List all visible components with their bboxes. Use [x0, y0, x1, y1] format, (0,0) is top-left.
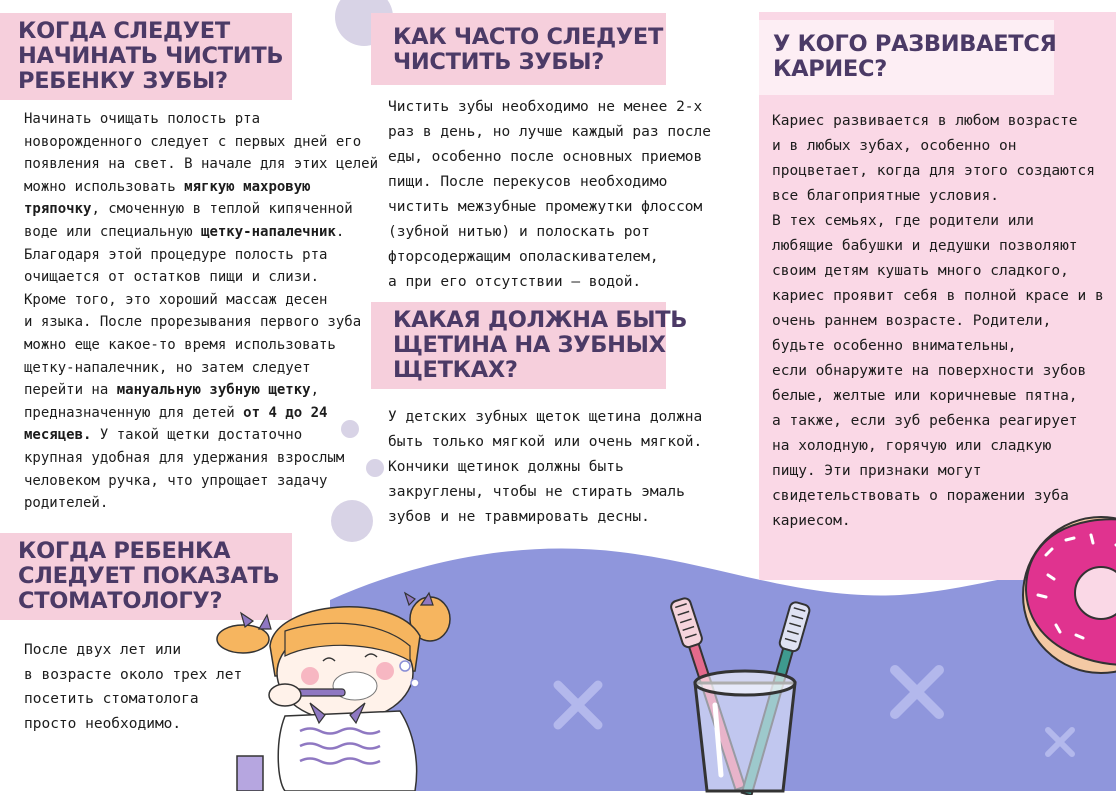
text-run: новорожденного следует с первых дней его: [24, 133, 362, 150]
section3-text-line: еды, особенно после основных приемов: [388, 149, 703, 165]
cross-decoration-icon: [548, 675, 608, 735]
section5-text-line: если обнаружите на поверхности зубов: [772, 363, 1087, 379]
section1-text-line: [24, 176, 378, 199]
section5-text: [772, 109, 1104, 534]
section2-text-line: в возрасте около трех лет: [24, 666, 243, 683]
text-run: человеком ручка, что упрощает задачу: [24, 472, 328, 489]
section1-text-line: [24, 402, 378, 425]
section3-text: [388, 95, 711, 295]
section1-heading: [0, 13, 292, 100]
section1-text-line: [24, 492, 378, 515]
section5-text-line: свидетельствовать о поражении зуба: [772, 488, 1069, 504]
bold-text: от 4 до 24: [243, 404, 328, 421]
text-run: щетку-напалечник, но затем следует: [24, 359, 311, 376]
section5-text-line: кариесом.: [772, 513, 851, 529]
section5-text-line: все благоприятные условия.: [772, 188, 999, 204]
section4-heading-line: ЩЕТКАХ?: [393, 357, 518, 383]
section3-text-line: раз в день, но лучше каждый раз после: [388, 124, 712, 140]
section5-text-line: процветает, когда для этого создаются: [772, 163, 1096, 179]
section1-heading-line: РЕБЕНКУ ЗУБЫ?: [18, 68, 228, 94]
section4-heading-line: ЩЕТИНА НА ЗУБНЫХ: [393, 332, 666, 358]
section4-text-line: зубов и не травмировать десны.: [388, 509, 650, 525]
section1-text-line: [24, 131, 378, 154]
cross-decoration-icon: [1040, 722, 1080, 762]
text-run: предназначенную для детей: [24, 404, 244, 421]
text-run: и языка. После прорезывания первого зуба: [24, 314, 362, 331]
section1-text-line: [24, 447, 378, 470]
section4-text-line: У детских зубных щеток щетина должна: [388, 409, 703, 425]
section5-text-line: а также, если зуб ребенка реагирует: [772, 413, 1078, 429]
section5-text-line: на холодную, горячую или сладкую: [772, 438, 1052, 454]
section1-text-line: [24, 198, 378, 221]
section1-text-line: [24, 108, 378, 131]
section4-text-line: быть только мягкой или очень мягкой.: [388, 434, 703, 450]
section5-text-line: белые, желтые или коричневые пятна,: [772, 388, 1078, 404]
section3-text-line: чистить межзубные промежутки флоссом: [388, 199, 703, 215]
section1-text-line: [24, 379, 378, 402]
section3-text-line: Чистить зубы необходимо не менее 2-х: [388, 99, 703, 115]
bold-text: мануальную зубную щетку: [116, 382, 311, 399]
section4-heading: [371, 302, 688, 389]
section5-heading: [759, 20, 1057, 95]
section1-text-line: [24, 244, 378, 267]
section5-text-line: очень раннем возрасте. Родители,: [772, 313, 1052, 329]
section5-heading-line: КАРИЕС?: [773, 56, 887, 82]
bold-text: тряпочку: [24, 201, 92, 218]
bold-text: месяцев.: [24, 427, 92, 444]
section1-text-line: [24, 266, 378, 289]
toothbrushes-in-glass-illustration: [655, 595, 835, 795]
section4-text-line: закруглены, чтобы не стирать эмаль: [388, 484, 685, 500]
section3-text-line: (зубной нитью) и полоскать рот: [388, 224, 650, 240]
section2-text-line: просто необходимо.: [24, 715, 182, 732]
section2-heading-line: КОГДА РЕБЕНКА: [18, 538, 231, 564]
section4-text-line: Кончики щетинок должны быть: [388, 459, 624, 475]
section1-text-line: [24, 221, 378, 244]
text-run: перейти на: [24, 382, 117, 399]
donut-illustration: [1016, 515, 1116, 685]
section5-text-line: своим детям кушать много сладкого,: [772, 263, 1069, 279]
section3-heading-line: КАК ЧАСТО СЛЕДУЕТ: [393, 24, 664, 50]
text-run: крупная удобная для удержания взрослым: [24, 449, 345, 466]
section2-text-line: посетить стоматолога: [24, 691, 199, 707]
text-run: воде или специальную: [24, 223, 202, 240]
section3-heading-line: ЧИСТИТЬ ЗУБЫ?: [393, 49, 604, 75]
text-run: очищается от остатков пищи и слизи.: [24, 269, 320, 286]
section1-heading-line: КОГДА СЛЕДУЕТ: [18, 18, 230, 44]
section3-heading: [371, 13, 666, 85]
text-run: ,: [310, 382, 320, 399]
text-run: можно использовать: [24, 178, 185, 195]
section2-heading-line: СТОМАТОЛОГУ?: [18, 588, 223, 614]
text-run: родителей.: [24, 495, 109, 512]
text-run: У такой щетки достаточно: [91, 427, 303, 444]
section1-text-line: [24, 289, 378, 312]
bold-text: мягкую махровую: [184, 178, 311, 195]
text-run: можно еще какое-то время использовать: [24, 336, 336, 353]
section1-text-line: [24, 153, 378, 176]
section3-text-line: фторсодержащим ополаскивателем,: [388, 249, 659, 265]
section1-heading-line: НАЧИНАТЬ ЧИСТИТЬ: [18, 43, 284, 69]
section4-heading-line: КАКАЯ ДОЛЖНА БЫТЬ: [393, 307, 688, 333]
section5-text-line: кариес проявит себя в полной красе и в: [772, 288, 1104, 304]
girl-brushing-teeth-illustration: [215, 591, 455, 791]
section2-text: [24, 638, 242, 736]
section5-heading-line: У КОГО РАЗВИВАЕТСЯ: [773, 31, 1057, 57]
section2-heading-line: СЛЕДУЕТ ПОКАЗАТЬ: [18, 563, 280, 589]
section1-text: [24, 108, 378, 515]
section1-text-line: [24, 424, 378, 447]
text-run: Кроме того, это хороший массаж десен: [24, 291, 328, 308]
text-run: .: [335, 223, 345, 240]
section5-text-line: Кариес развивается в любом возрасте: [772, 113, 1078, 129]
section3-text-line: пищи. После перекусов необходимо: [388, 174, 668, 190]
section5-text-line: любящие бабушки и дедушки позволяют: [772, 238, 1078, 254]
section5-text-line: пищу. Эти признаки могут: [772, 463, 982, 479]
section1-text-line: [24, 357, 378, 380]
section4-text: [388, 405, 702, 530]
section5-text-line: будьте особенно внимательны,: [772, 338, 1017, 354]
text-run: Начинать очищать полость рта: [24, 111, 261, 127]
text-run: появления на свет. В начале для этих целей: [24, 156, 379, 173]
section3-text-line: а при его отсутствии – водой.: [388, 274, 642, 290]
text-run: Благодаря этой процедуре полость рта: [24, 246, 328, 263]
section1-text-line: [24, 334, 378, 357]
section1-text-line: [24, 470, 378, 493]
section5-text-line: и в любых зубах, особенно он: [772, 138, 1017, 154]
section1-text-line: [24, 311, 378, 334]
text-run: , смоченную в теплой кипяченной: [91, 201, 353, 218]
section5-text-line: В тех семьях, где родители или: [772, 213, 1034, 229]
bold-text: щетку-напалечник: [201, 223, 336, 240]
section2-text-line: После двух лет или: [24, 642, 182, 658]
cross-decoration-icon: [885, 660, 949, 724]
